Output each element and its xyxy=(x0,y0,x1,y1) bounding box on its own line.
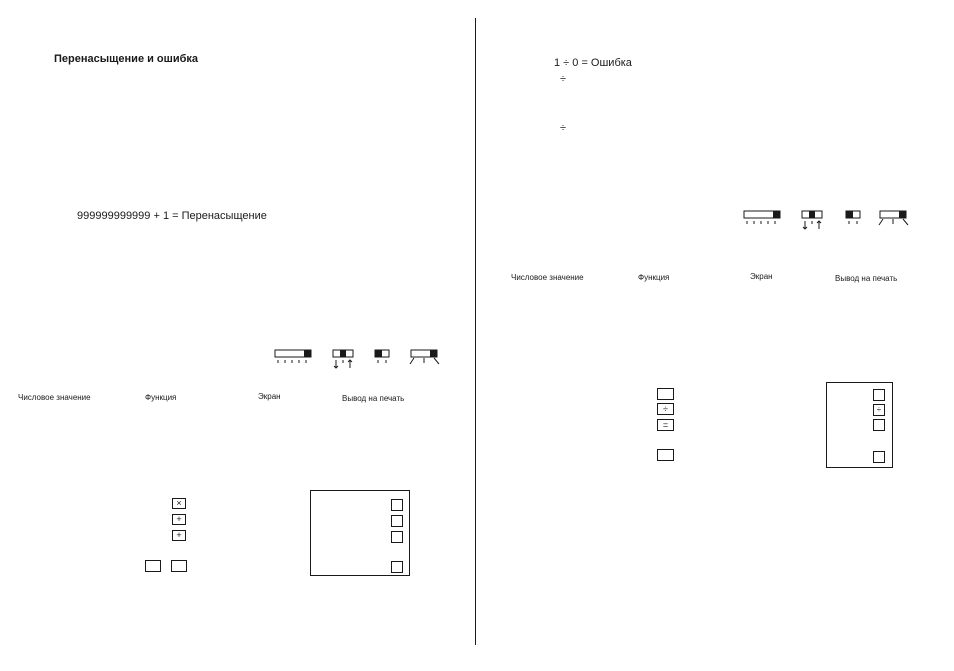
error-example: 1 ÷ 0 = Ошибка xyxy=(554,57,632,69)
tape-mark xyxy=(391,531,403,543)
header-value: Числовое значение xyxy=(511,273,584,282)
section-title: Перенасыщение и ошибка xyxy=(54,53,198,65)
printout-tape xyxy=(826,382,893,468)
value-key xyxy=(657,388,674,400)
value-key xyxy=(171,560,187,572)
switch-settings-illustration xyxy=(743,210,913,232)
plus-key: + xyxy=(172,530,186,541)
header-display: Экран xyxy=(258,392,281,401)
tape-mark xyxy=(873,451,885,463)
divide-symbol-line: ÷ xyxy=(560,73,567,85)
overflow-example: 999999999999 + 1 = Перенасыщение xyxy=(77,210,267,222)
tape-mark xyxy=(391,515,403,527)
divide-symbol-line: ÷ xyxy=(560,122,567,134)
tape-mark xyxy=(873,419,885,431)
plus-key: + xyxy=(172,514,186,525)
equals-key: = xyxy=(657,419,674,431)
tape-mark xyxy=(873,389,885,401)
value-key xyxy=(145,560,161,572)
value-key xyxy=(657,449,674,461)
header-function: Функция xyxy=(145,393,177,402)
tape-mark: ÷ xyxy=(873,404,885,416)
divide-key: ÷ xyxy=(657,403,674,415)
tape-mark xyxy=(391,499,403,511)
header-value: Числовое значение xyxy=(18,393,91,402)
printout-tape xyxy=(310,490,410,576)
header-print: Вывод на печать xyxy=(342,394,405,403)
header-function: Функция xyxy=(638,273,670,282)
multiply-key: × xyxy=(172,498,186,509)
header-print: Вывод на печать xyxy=(835,274,898,283)
tape-mark xyxy=(391,561,403,573)
header-display: Экран xyxy=(750,272,773,281)
switch-settings-illustration xyxy=(274,349,444,371)
page-divider xyxy=(475,18,476,645)
